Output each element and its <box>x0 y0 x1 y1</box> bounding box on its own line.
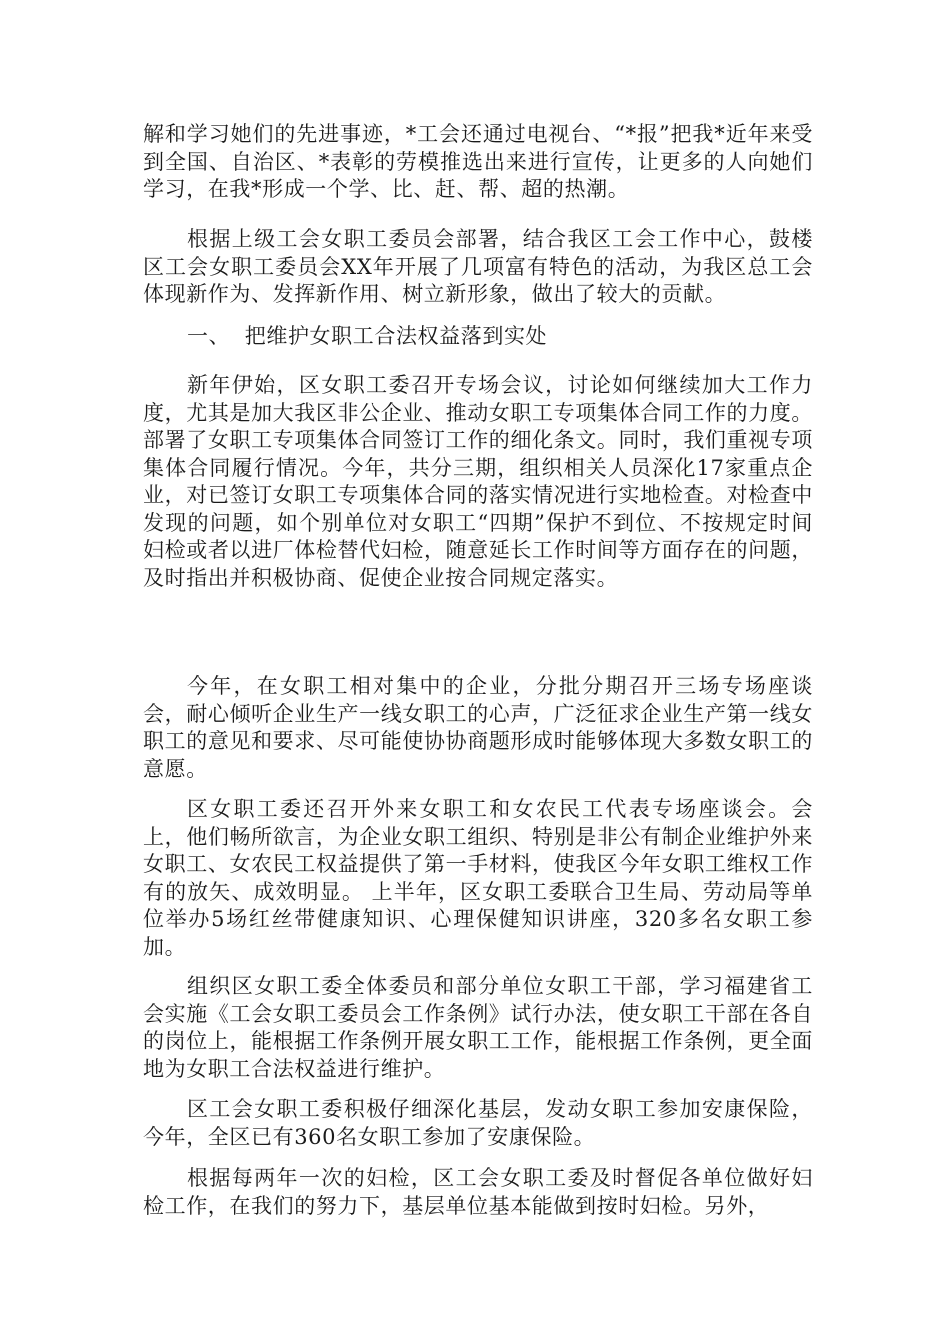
section-heading: 一、 把维护女职工合法权益落到实处 <box>187 324 548 348</box>
paragraph-body: 新年伊始，区女职工委召开专场会议，讨论如何继续加大工作力度，尤其是加大我区非公企业、推动女职工专项集体合同工作的力度。部署了女职工专项集体合同签订工作的细化条文。同时，我们重视专项集体合同履行情况。今年，共分三期，组织相关人员深化17家重点企业，对已签订女职工专项集体合同的落实情况进行实地检查。对检查中发现的问题，如个别单位对女职工“四期”保护不到位、不按规定时间妇检或者以进厂体检替代妇检，随意延长工作时间等方面存在的问题，及时指出并积极协商、促使企业按合同规定落实。 <box>143 373 813 590</box>
paragraph-body: 今年，在女职工相对集中的企业，分批分期召开三场专场座谈会，耐心倾听企业生产一线女职工的心声，广泛征求企业生产第一线女职工的意见和要求、尽可能使协协商题形成时能够体现大多数女职工的意愿。 <box>143 674 813 781</box>
paragraph-body: 根据每两年一次的妇检，区工会女职工委及时督促各单位做好妇检工作，在我们的努力下，基层单位基本能做到按时妇检。另外， <box>143 1166 813 1218</box>
paragraph-body: 组织区女职工委全体委员和部分单位女职工干部，学习福建省工会实施《工会女职工委员会工作条例》试行办法，使女职工干部在各自的岗位上，能根据工作条例开展女职工工作，能根据工作条例，更全面地为女职工合法权益进行维护。 <box>143 974 813 1081</box>
paragraph-intro: 根据上级工会女职工委员会部署，结合我区工会工作中心，鼓楼区工会女职工委员会XX年开展了几项富有特色的活动，为我区总工会体现新作为、发挥新作用、树立新形象，做出了较大的贡献。 <box>143 227 813 306</box>
paragraph-continuation: 解和学习她们的先进事迹，*工会还通过电视台、“*报”把我*近年来受到全国、自治区、*表彰的劳模推选出来进行宣传，让更多的人向她们学习，在我*形成一个学、比、赶、帮、超的热潮。 <box>143 122 813 201</box>
paragraph-body: 区女职工委还召开外来女职工和女农民工代表专场座谈会。会上，他们畅所欲言，为企业女职工组织、特别是非公有制企业维护外来女职工、女农民工权益提供了第一手材料，使我区今年女职工维权工作有的放矢、成效明显。 上半年，区女职工委联合卫生局、劳动局等单位举办5场红丝带健康知识、心理保健知识讲座，320多名女职工参加。 <box>143 797 813 959</box>
paragraph-body: 区工会女职工委积极仔细深化基层，发动女职工参加安康保险，今年，全区已有360名女职工参加了安康保险。 <box>143 1097 813 1149</box>
